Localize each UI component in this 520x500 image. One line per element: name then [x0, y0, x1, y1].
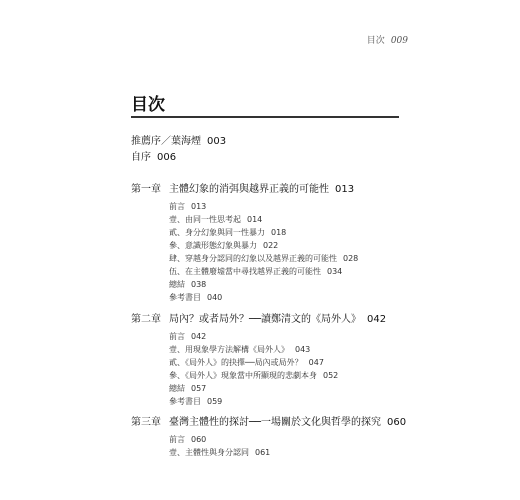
toc-entry-foreword[interactable]	[131, 137, 226, 147]
toc-section[interactable]	[169, 255, 358, 263]
toc-section[interactable]	[169, 203, 206, 211]
toc-chapter-3[interactable]	[131, 418, 406, 428]
toc-chapter-1[interactable]	[131, 185, 354, 195]
header-page-number: 009	[390, 36, 408, 46]
toc-section[interactable]	[169, 216, 262, 224]
chapter-page: 060	[387, 417, 407, 428]
chapter-title: 主體幻象的消弭與越界正義的可能性	[169, 184, 329, 195]
toc-section[interactable]	[169, 242, 278, 250]
title-rule	[131, 116, 399, 118]
section-page: 034	[327, 267, 343, 276]
section-page: 028	[343, 254, 359, 263]
toc-section[interactable]	[169, 372, 338, 380]
chapter-page: 042	[367, 314, 387, 325]
section-page: 042	[191, 332, 207, 341]
section-page: 052	[323, 371, 339, 380]
chapter-number: 第二章	[131, 314, 161, 325]
section-text: 總結	[169, 384, 185, 393]
section-page: 013	[191, 202, 207, 211]
section-text: 肆、穿越身分認同的幻象以及越界正義的可能性	[169, 254, 337, 263]
section-page: 018	[271, 228, 287, 237]
toc-entry-page: 006	[157, 152, 177, 163]
section-text: 總結	[169, 280, 185, 289]
toc-section[interactable]	[169, 294, 222, 302]
chapter-title: 局內？或者局外？──讀鄭清文的《局外人》	[169, 314, 362, 325]
section-page: 057	[191, 384, 207, 393]
toc-entry-preface[interactable]	[131, 153, 176, 163]
toc-entry-page: 003	[207, 136, 227, 147]
toc-section[interactable]	[169, 268, 342, 276]
section-page: 022	[263, 241, 279, 250]
section-page: 043	[295, 345, 311, 354]
section-text: 貳、身分幻象與同一性暴力	[169, 228, 265, 237]
section-text: 參考書目	[169, 397, 201, 406]
section-page: 014	[247, 215, 263, 224]
section-page: 059	[207, 397, 223, 406]
section-text: 前言	[169, 202, 185, 211]
chapter-page: 013	[335, 184, 355, 195]
section-text: 貳、《局外人》的抉擇──局內或局外？	[169, 358, 303, 367]
toc-section[interactable]	[169, 333, 206, 341]
toc-entry-text: 推薦序／葉海煙	[131, 136, 201, 147]
chapter-number: 第一章	[131, 184, 161, 195]
section-text: 伍、在主體廢墟當中尋找越界正義的可能性	[169, 267, 321, 276]
toc-section[interactable]	[169, 281, 206, 289]
toc-section[interactable]	[169, 398, 222, 406]
toc-entry-text: 自序	[131, 152, 151, 163]
chapter-title: 臺灣主體性的探討──一場關於文化與哲學的探究	[169, 417, 382, 428]
toc-section[interactable]	[169, 346, 310, 354]
toc-chapter-2[interactable]	[131, 315, 386, 325]
section-text: 前言	[169, 332, 185, 341]
section-text: 壹、主體性與身分認同	[169, 448, 249, 457]
toc-section[interactable]	[169, 359, 324, 367]
running-header	[367, 33, 408, 46]
toc-section[interactable]	[169, 449, 270, 457]
section-text: 參考書目	[169, 293, 201, 302]
toc-section[interactable]	[169, 385, 206, 393]
toc-section[interactable]	[169, 436, 206, 444]
section-page: 061	[255, 448, 271, 457]
page-title: 目次	[131, 95, 165, 115]
section-text: 參、《局外人》現象當中所顯現的悲劇本身	[169, 371, 317, 380]
section-text: 前言	[169, 435, 185, 444]
header-label: 目次	[366, 36, 385, 46]
section-text: 參、意識形態幻象與暴力	[169, 241, 257, 250]
section-page: 060	[191, 435, 207, 444]
section-page: 040	[207, 293, 223, 302]
section-page: 047	[308, 358, 324, 367]
section-page: 038	[191, 280, 207, 289]
section-text: 壹、用現象學方法解構《局外人》	[169, 345, 289, 354]
chapter-number: 第三章	[131, 417, 161, 428]
toc-section[interactable]	[169, 229, 286, 237]
section-text: 壹、由同一性思考起	[169, 215, 241, 224]
